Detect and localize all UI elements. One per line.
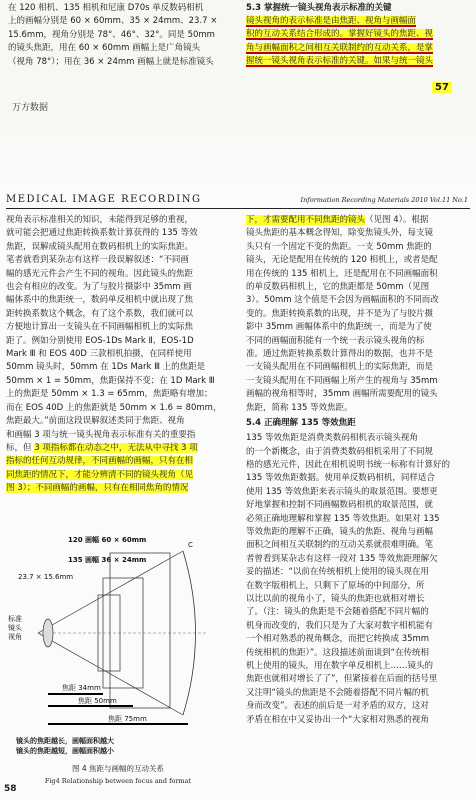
label-f75: 焦距 75mm xyxy=(108,715,147,723)
text-line: 50mm × 1 = 50mm，焦距保持不变；在 1D Mark Ⅲ xyxy=(6,375,215,386)
text-line: 的单反数码相机上，它的焦距都是 50mm（见图 xyxy=(246,282,430,293)
text-line: 也会有相应的改变。为了与胶片摄影中 35mm 画 xyxy=(6,282,192,293)
note-line: 镜头的焦距越长，画幅面积越大 xyxy=(16,737,114,745)
header-rule xyxy=(6,208,470,209)
figure-caption-cn: 图 4 焦距与画幅的互动关系 xyxy=(71,764,165,773)
highlighted-text: 同焦距的情况下，才能分辨清不同的镜头视角（见 xyxy=(6,469,194,480)
text-line: 距了。例如分别使用 EOS-1Ds Mark Ⅱ、EOS-1D xyxy=(6,335,194,346)
text-line xyxy=(6,482,232,495)
text-line: 以比以前的视角小了，镜头的焦距也就相对增长 xyxy=(246,593,425,604)
note-line: 镜头的焦距越短，画幅面积越小 xyxy=(16,747,114,755)
text-line xyxy=(6,429,232,442)
figure-note xyxy=(16,736,114,756)
highlighted-line-wrap xyxy=(246,42,468,55)
text-span: 和画幅 3 项与统一镜头视角表示标准有关的重要指 xyxy=(6,429,196,440)
text-line: 等效焦距的理解不正确，镜头的焦距、视角与画幅 xyxy=(246,526,434,537)
label-sensor: 23.7 × 15.6mm xyxy=(18,573,74,581)
section-heading: 5.4 正确理解 135 等效焦距 xyxy=(246,418,356,429)
right-column xyxy=(246,214,470,727)
figure-4 xyxy=(8,533,228,795)
text-line: 又注明“镜头的焦距是不会随着搭配不同片幅的机 xyxy=(246,687,429,698)
text-line: 上的画幅分别是 60 × 60mm、35 × 24mm、23.7 × xyxy=(8,16,218,27)
text-line: 就可能会把通过焦距转换系数计算获得的 135 等效 xyxy=(6,228,198,239)
text-line: 幅体系中的焦距统一，数码单反相机中就出现了焦 xyxy=(6,295,194,306)
text-line: 焦距也就相对增长了了”，但紧接着在后面的括号里 xyxy=(246,674,438,685)
text-line: Mark Ⅲ 和 EOS 40D 三款相机拍摄，在同样使用 xyxy=(6,349,192,360)
highlighted-text: 积的互动关系结合形成的。掌握好镜头的焦距、视 xyxy=(246,29,434,40)
text-line: 3）。50mm 这个值是不会因为画幅面积的不同而改 xyxy=(246,295,439,306)
text-line: 一支镜头配用在不同画幅上所产生的视角与 35mm xyxy=(246,375,438,386)
page-number: 57 xyxy=(432,82,452,93)
top-left-column xyxy=(8,2,228,69)
label-c: C xyxy=(188,541,193,549)
highlighted-text: 下，才需要配用不同焦距的镜头 xyxy=(246,215,366,225)
text-span: 标，但 xyxy=(6,442,35,453)
text-line: 50mm 镜头时，50mm 在 1Ds Mark Ⅲ 上的焦距是 xyxy=(6,362,206,373)
highlighted-text: 握统一镜头视角表示标准的关键。如果与统一镜头 xyxy=(246,56,434,67)
text-line: 了。（注：镜头的焦距是不会随着搭配不同片幅的 xyxy=(246,607,429,618)
text-line: 焦距最大。”前面这段误解叙述类同于焦距、视角 xyxy=(6,416,185,427)
label-f50: 焦距 50mm xyxy=(78,697,117,705)
highlighted-line-wrap xyxy=(246,55,468,68)
text-line xyxy=(6,442,232,455)
text-span: （见图 4）。根据 xyxy=(365,215,429,225)
previous-page-fragment xyxy=(0,0,476,135)
highlighted-text: 指标的任何互动规律，不同画幅的画幅，只有在相 xyxy=(6,456,194,467)
text-line: 画幅的视角相等时，35mm 画幅所需要配用的镜头 xyxy=(246,389,438,400)
text-line: 的一个新概念，由于消费类数码相机采用了不同规 xyxy=(246,446,434,457)
highlighted-line-wrap xyxy=(246,28,468,41)
label-120: 120 画幅 60 × 60mm xyxy=(68,536,147,544)
top-right-column xyxy=(246,2,468,69)
frame-120 xyxy=(110,553,170,708)
text-line: 矛盾在相在中又妥协出一个“大家相对熟悉的视角 xyxy=(246,714,429,725)
label-standard-lens: 标准 镜头 视角 xyxy=(8,615,22,641)
text-line: 视角表示标准相关的知识，未能得到足够的重视， xyxy=(6,215,194,225)
text-line: 格的感光元件，因此在相机说明书统一标称有计算好的 xyxy=(246,459,451,470)
text-line: 135 等效焦距是消费类数码相机表示镜头视角 xyxy=(246,433,418,444)
highlighted-text: 3 项指标都在动态之中，无法从中寻找 3 项 xyxy=(34,442,198,453)
text-line: 必须正确地理解和掌握 135 等效焦距。如果对 135 xyxy=(246,513,440,524)
text-line: 焦距，简称 135 等效焦距。 xyxy=(246,402,353,413)
text-line: 在 120 相机、135 相机和尼康 D70s 单反数码相机 xyxy=(8,3,204,13)
highlighted-text: 图 3）；不同画幅的画幅，只有在相同焦角的情况 xyxy=(6,483,189,494)
focal-bar-34 xyxy=(48,693,103,695)
text-line: 使用 135 等效焦距来表示镜头的取景范围。要想更 xyxy=(246,486,438,497)
text-line xyxy=(246,214,470,227)
journal-title-left: MEDICAL IMAGE RECORDING xyxy=(6,194,202,205)
highlighted-text: 镜头视角的表示标准是由焦距、视角与画幅面 xyxy=(246,16,417,26)
text-line: 机上使用的镜头，用在数字单反相机上……镜头的 xyxy=(246,661,434,671)
label-135: 135 画幅 36 × 24mm xyxy=(68,556,147,564)
publisher-mark: 万方数据 xyxy=(12,103,49,113)
text-line: 不同的画幅面积能有一个统一表示镜头视角的标 xyxy=(246,335,425,346)
text-line: 的镜头焦距，用在 60 × 60mm 画幅上是广角镜头 xyxy=(8,43,201,54)
text-line: （视角 78°）；用在 36 × 24mm 画幅上就是标准镜头 xyxy=(8,56,214,67)
text-line: 15.6mm，视角分别是 78°、46°、32°。同是 50mm xyxy=(8,29,215,40)
text-line: 镜头焦距的基本概念得知，除变焦镜头外，每支镜 xyxy=(246,228,434,239)
text-line: 在数字版相机上，只剩下了原场的中间部分，所 xyxy=(246,580,425,591)
text-line: 距转换系数这个概念，有了这个系数，我们就可以 xyxy=(6,308,194,319)
left-column xyxy=(6,214,232,496)
text-line: 妥的描述：“以前在传统相机上使用的镜头现在用 xyxy=(246,567,429,578)
text-line: 用在传统的 135 相机上，还是配用在不同画幅面积 xyxy=(246,268,438,279)
highlighted-line-wrap xyxy=(246,15,468,28)
text-line: 焦距，误解成镜头配用在数码相机上的实际焦距。 xyxy=(6,241,194,252)
label-f34: 焦距 34mm xyxy=(62,684,101,692)
text-line: 面积之间相互关联制约的互动关系就很难明确。笔 xyxy=(246,540,434,551)
current-page xyxy=(0,178,476,800)
text-line: 机身而改变的，我们只是为了大家对数字相机能有 xyxy=(246,620,434,631)
text-line: 镜头，无论是配用在传统的 120 相机上，或者是配 xyxy=(246,255,438,266)
text-line: 一个相对熟悉的视角概念，而把它转换成 35mm xyxy=(246,634,430,645)
text-line: 影中 35mm 画幅体系中的焦距统一，而是为了使 xyxy=(246,322,432,333)
text-line xyxy=(6,455,232,468)
section-heading: 5.3 掌握统一镜头视角表示标准的关键 xyxy=(246,3,392,13)
text-line: 幅的感光元件会产生不同的视角。因此镜头的焦距 xyxy=(6,268,194,279)
text-line: 笔者就看到某杂志有这样一段误解叙述：“不同画 xyxy=(6,255,189,266)
text-line: 方便地计算出一支镜头在不同画幅相机上的实际焦 xyxy=(6,322,194,333)
text-line: 一支镜头配用在不同画幅相机上的实际焦距，而是 xyxy=(246,362,434,373)
text-line: 135 等效焦距数据。使用单反数码相机，同样适合 xyxy=(246,473,435,484)
text-line: 上的焦距是 50mm × 1.3 = 65mm，焦距略有增加； xyxy=(6,389,213,400)
text-line: 变的。焦距转换系数的出现，并不是为了与胶片摄 xyxy=(246,308,434,319)
highlighted-text: 角与画幅面积之间相互关联制约的互动关系，是掌 xyxy=(246,42,434,53)
text-line: 好地掌握和控制不同画幅数码相机的取景范围，就 xyxy=(246,500,434,511)
text-line: 传统相机的焦距）”。这段描述前面谈到“在传统相 xyxy=(246,647,430,658)
lens-shape xyxy=(43,619,53,647)
journal-title-right: Information Recording Materials 2010 Vol.11 No.1 xyxy=(300,196,468,204)
page-number-bottom: 58 xyxy=(4,784,17,794)
text-line: 头只有一个固定不变的焦距。一支 50mm 焦距的 xyxy=(246,241,432,252)
text-line: 者曾看到某杂志有这样一段对 135 等效焦距理解欠 xyxy=(246,553,438,564)
text-line xyxy=(6,469,232,482)
text-line: 准。通过焦距转换系数计算得出的数据，也并不是 xyxy=(246,349,434,360)
text-line: 身而改变”。表述的前后是一对矛盾的双方，这对 xyxy=(246,701,429,712)
text-line: 而在 EOS 40D 上的焦距就是 50mm × 1.6 = 80mm， xyxy=(6,402,222,413)
figure-caption-en: Fig4 Relationship between focus and format xyxy=(44,777,192,785)
